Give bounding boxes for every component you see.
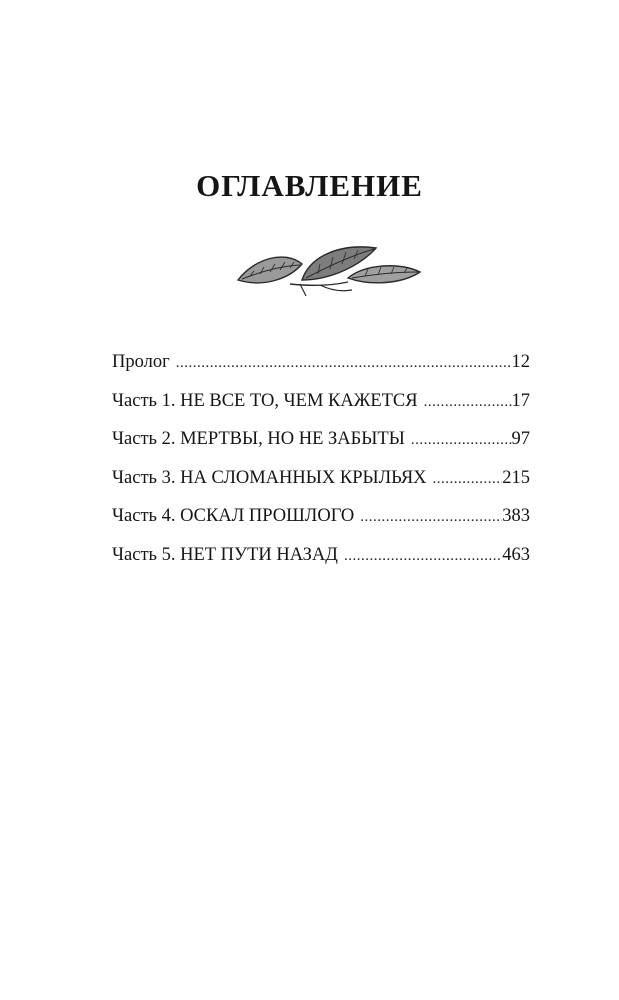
toc-entry-label: Часть 3. НА СЛОМАННЫХ КРЫЛЬЯХ bbox=[112, 467, 427, 488]
toc-dot-leader bbox=[354, 501, 502, 532]
page-title: ОГЛАВЛЕНИЕ bbox=[196, 168, 423, 203]
toc-entry[interactable] bbox=[112, 424, 530, 463]
toc-dot-leader bbox=[405, 424, 512, 455]
toc-entry-page: 463 bbox=[502, 544, 530, 565]
leaves-ornament-icon bbox=[230, 238, 430, 302]
toc-entry-label: Часть 4. ОСКАЛ ПРОШЛОГО bbox=[112, 506, 355, 527]
toc-entry[interactable] bbox=[112, 347, 530, 386]
toc-dot-leader bbox=[418, 386, 512, 417]
toc-entry-label: Часть 5. НЕТ ПУТИ НАЗАД bbox=[112, 544, 338, 565]
table-of-contents bbox=[112, 347, 530, 579]
toc-entry-label: Пролог bbox=[112, 352, 170, 372]
toc-entry-page: 383 bbox=[502, 506, 530, 527]
toc-dot-leader bbox=[170, 347, 512, 378]
toc-entry-page: 215 bbox=[502, 467, 530, 488]
toc-dot-leader bbox=[338, 540, 502, 571]
toc-entry-page: 12 bbox=[511, 352, 530, 372]
toc-entry-page: 97 bbox=[511, 429, 530, 450]
toc-dot-leader bbox=[427, 463, 503, 494]
toc-entry[interactable] bbox=[112, 463, 530, 502]
toc-entry[interactable] bbox=[112, 386, 530, 425]
toc-entry[interactable] bbox=[112, 501, 530, 540]
toc-entry-page: 17 bbox=[511, 390, 530, 411]
toc-entry-label: Часть 1. НЕ ВСЕ ТО, ЧЕМ КАЖЕТСЯ bbox=[112, 390, 418, 411]
toc-entry-label: Часть 2. МЕРТВЫ, НО НЕ ЗАБЫТЫ bbox=[112, 429, 405, 450]
toc-entry[interactable] bbox=[112, 540, 530, 579]
